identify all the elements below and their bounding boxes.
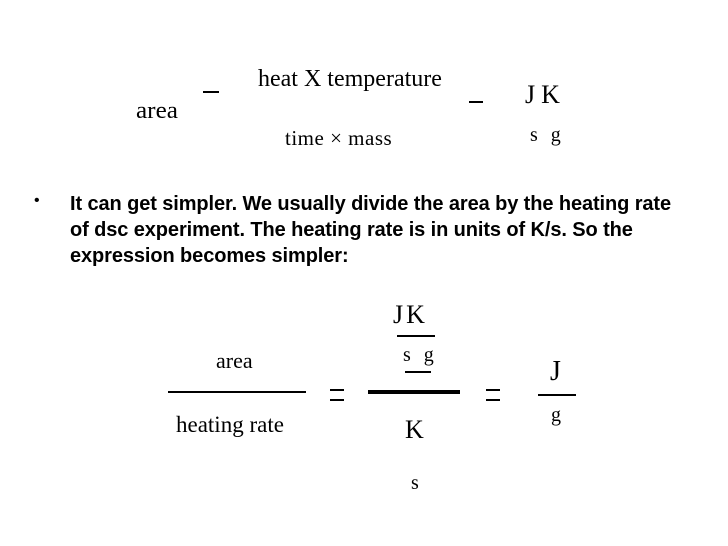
bullet-text: It can get simpler. We usually divide the area by the heating rate of dsc experiment. The heating rate is in units of K/s. So the expression becomes simpler: xyxy=(70,193,671,267)
bullet-dot: • xyxy=(34,192,40,209)
eq2-result-fraction-bar xyxy=(538,394,576,396)
eq1-numerator: heat X temperature xyxy=(258,66,442,92)
eq1-area-term: area xyxy=(136,98,178,124)
eq1-denominator: time × mass xyxy=(285,126,393,150)
eq2-inner-fraction-bar xyxy=(397,335,435,337)
eq1-equals-sign-2 xyxy=(469,101,483,103)
eq2-inner-numerator: JK xyxy=(393,300,428,329)
eq1-unit-denominator: s g xyxy=(530,124,565,146)
eq2-lhs-fraction-bar xyxy=(168,391,306,393)
eq2-result-denominator: g xyxy=(551,404,561,426)
eq2-outer-denominator-denominator: s xyxy=(411,472,419,494)
eq2-inner-underline xyxy=(405,371,431,373)
eq2-main-fraction-bar xyxy=(368,390,460,394)
eq2-equals-sign-1 xyxy=(330,389,344,401)
eq1-equals-sign-1 xyxy=(203,91,219,93)
eq2-equals-sign-2 xyxy=(486,389,500,401)
eq2-result-numerator: J xyxy=(550,356,561,387)
eq2-outer-denominator-numerator: K xyxy=(405,415,424,444)
eq1-unit-numerator: JK xyxy=(525,80,566,109)
eq2-lhs-denominator: heating rate xyxy=(176,412,284,437)
eq2-lhs-numerator: area xyxy=(216,348,253,373)
eq2-inner-denominator: s g xyxy=(403,344,438,366)
